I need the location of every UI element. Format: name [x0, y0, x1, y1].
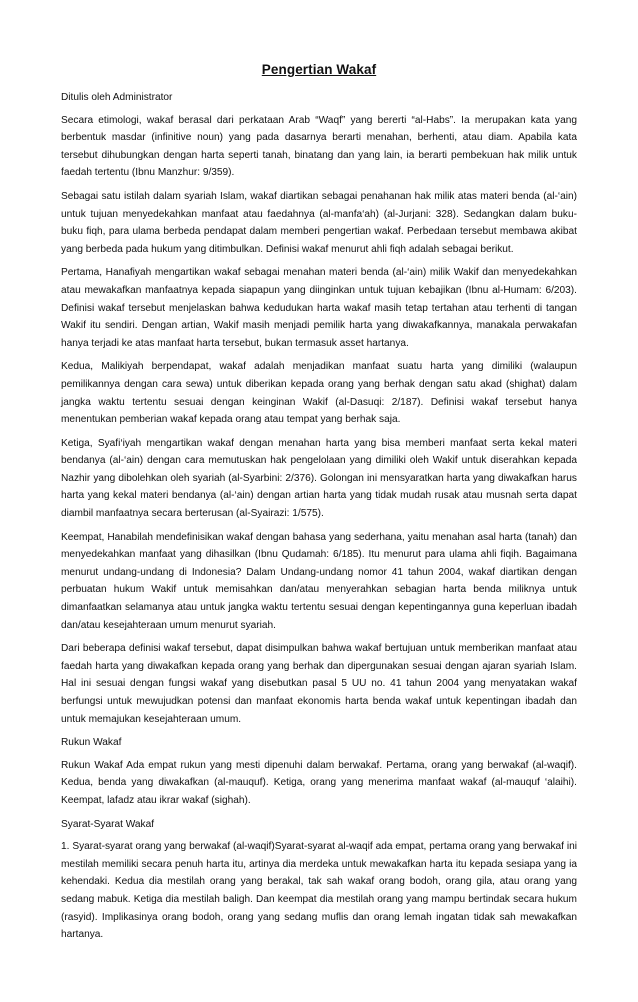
rukun-text: Rukun Wakaf Ada empat rukun yang mesti dipenuhi dalam berwakaf. Pertama, orang yang berwakaf (al-waqif). Kedua, benda yang diwakafkan (al-mauquf). Ketiga, orang yang menerima manfaat wakaf (al-mauquf ‘alaihi). Keempat, lafadz atau ikrar wakaf (sighah).: [61, 759, 577, 806]
paragraph-istilah: Sebagai satu istilah dalam syariah Islam, wakaf diartikan sebagai penahanan hak milik atas materi benda (al-‘ain) untuk tujuan menyedekahkan manfaat atau faedahnya (al-manfa‘ah) (al-Jurjani: 328). Sedangkan dalam buku-buku fiqh, para ulama berbeda pendapat dalam memberi pengertian wakaf. Perbedaan tersebut membawa akibat yang berbeda pada hukum yang ditimbulkan. Definisi wakaf menurut ahli fiqh adalah sebagai berikut.: [61, 190, 577, 255]
document-title: Pengertian Wakaf: [261, 62, 377, 77]
syarat-text: 1. Syarat-syarat orang yang berwakaf (al-waqif)Syarat-syarat al-waqif ada empat, pertama orang yang berwakaf ini mestilah memiliki secara penuh harta itu, artinya dia merdeka untuk mewakafkan harta itu kepada sesiapa yang ia kehendaki. Kedua dia mestilah orang yang berakal, tak sah wakaf orang bodoh, orang gila, atau orang yang sedang mabuk. Ketiga dia mestilah baligh. Dan keempat dia mestilah orang yang mampu bertindak secara hukum (rasyid). Implikasinya orang bodoh, orang yang sedang muflis dan orang lemah ingatan tidak sah mewakafkan hartanya.: [61, 841, 577, 941]
paragraph-malikiyah: Kedua, Malikiyah berpendapat, wakaf adalah menjadikan manfaat suatu harta yang dimiliki (walaupun pemilikannya dengan cara sewa) untuk diberikan kepada orang yang berhak dengan satu akad (shighat) dalam jangka waktu tertentu sesuai dengan keinginan Wakif (al-Dasuqi: 2/187). Definisi wakaf tersebut hanya menentukan pemberian wakaf kepada orang atau tempat yang berhak saja.: [61, 361, 577, 426]
author-line: Ditulis oleh Administrator: [61, 92, 173, 103]
paragraph-syafiiyah: Ketiga, Syafi‘iyah mengartikan wakaf dengan menahan harta yang bisa memberi manfaat serta kekal materi bendanya (al-‘ain) dengan cara memutuskan hak pengelolaan yang dimiliki oleh Wakif untuk diserahkan kepada Nazhir yang dibolehkan oleh syariah (al-Syarbini: 2/376). Golongan ini mensyaratkan harta yang diwakafkan harus harta yang kekal materi bendanya (al-‘ain) dengan artian harta yang tidak mudah rusak atau musnah serta dapat diambil manfaatnya secara berterusan (al-Syairazi: 1/575).: [61, 437, 577, 520]
paragraph-kesimpulan: Dari beberapa definisi wakaf tersebut, dapat disimpulkan bahwa wakaf bertujuan untuk memberikan manfaat atau faedah harta yang diwakafkan kepada orang yang berhak dan dipergunakan sesuai dengan ajaran syariah Islam. Hal ini sesuai dengan fungsi wakaf yang disebutkan pasal 5 UU no. 41 tahun 2004 yang menyatakan wakaf berfungsi untuk mewujudkan potensi dan manfaat ekonomis harta benda wakaf untuk kepentingan ibadah dan untuk memajukan kesejahteraan umum.: [61, 643, 577, 725]
paragraph-etimologi: Secara etimologi, wakaf berasal dari perkataan Arab “Waqf” yang bererti “al-Habs”. Ia merupakan kata yang berbentuk masdar (infinitive noun) yang pada dasarnya berarti menahan, berhenti, atau diam. Apabila kata tersebut dihubungkan dengan harta seperti tanah, binatang dan yang lain, ia berarti pembekuan hak milik untuk faedah tertentu (Ibnu Manzhur: 9/359).: [61, 114, 577, 179]
paragraph-hanabilah: Keempat, Hanabilah mendefinisikan wakaf dengan bahasa yang sederhana, yaitu menahan asal harta (tanah) dan menyedekahkan manfaat yang dihasilkan (Ibnu Qudamah: 6/185). Itu menurut para ulama ahli fiqih. Bagaimana menurut undang-undang di Indonesia? Dalam Undang-undang nomor 41 tahun 2004, wakaf diartikan dengan perbuatan hukum Wakif untuk memisahkan dan/atau menyerahkan sebagian harta benda miliknya untuk dimanfaatkan selamanya atau untuk jangka waktu tertentu sesuai dengan kepentingannya guna keperluan ibadah dan/atau kesejahteraan umum menurut syariah.: [61, 531, 577, 631]
syarat-heading: Syarat-Syarat Wakaf: [61, 818, 155, 830]
paragraph-hanafiyah: Pertama, Hanafiyah mengartikan wakaf sebagai menahan materi benda (al-‘ain) milik Wakif dan menyedekahkan atau mewakafkan manfaatnya kepada siapapun yang diinginkan untuk tujuan kebajikan (Ibnu al-Humam: 6/203). Definisi wakaf tersebut menjelaskan bahwa kedudukan harta wakaf masih tetap tertahan atau terhenti di tangan Wakif itu sendiri. Dengan artian, Wakif masih menjadi pemilik harta yang diwakafkannya, manakala perwakafan hanya terjadi ke atas manfaat harta tersebut, bukan termasuk asset hartanya.: [61, 267, 577, 349]
rukun-heading: Rukun Wakaf: [61, 737, 122, 749]
